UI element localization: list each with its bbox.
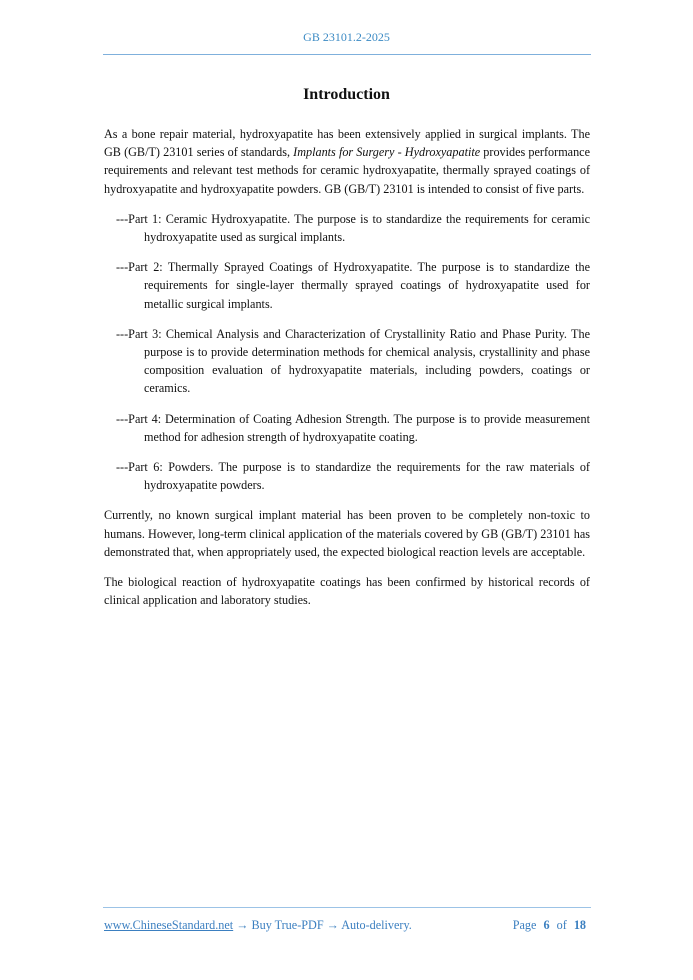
part-item-6: ---Part 6: Powders. The purpose is to standardize the requirements for the raw materials of hydroxyapatite powders. xyxy=(116,460,590,493)
total-pages: 18 xyxy=(573,918,586,932)
part-item-4: ---Part 4: Determination of Coating Adhesion Strength. The purpose is to provide measurement method for adhesion strength of hydroxyapatite coating. xyxy=(116,411,590,444)
biocompatibility-paragraph: Currently, no known surgical implant material has been proven to be completely non-toxic to humans. However, long-term clinical application of the materials covered by GB (GB/T) 23101 has demonstrated that, when appropriately used, the expected biological reaction levels are acceptable. xyxy=(104,508,590,559)
arrow-right-icon: → xyxy=(236,918,249,932)
part-item-1: ---Part 1: Ceramic Hydroxyapatite. The purpose is to standardize the requirements for ceramic hydroxyapatite used as surgical implants. xyxy=(116,211,590,245)
document-id-header: GB 23101.2-2025 xyxy=(303,30,390,44)
page-title: Introduction xyxy=(303,86,390,103)
auto-delivery-text: Auto-delivery. xyxy=(338,918,412,932)
page-footer xyxy=(104,918,590,933)
of-label: of xyxy=(556,918,567,932)
arrow-right-icon: → xyxy=(326,918,339,932)
intro-text-cont: provides performance requirements and relevant test methods for ceramic hydroxyapatite, thermally sprayed coatings of hydroxyapatite and hydroxyapatite powders. GB (GB/T) 23101 is intended to consist of five parts. xyxy=(104,145,590,196)
buy-pdf-text: Buy True-PDF xyxy=(248,918,327,932)
biological-reaction-paragraph: The biological reaction of hydroxyapatite coatings has been confirmed by historical records of clinical application and laboratory studies. xyxy=(104,575,590,608)
current-page: 6 xyxy=(543,918,550,932)
page-indicator xyxy=(513,918,590,933)
header-divider xyxy=(103,54,591,55)
footer-promo xyxy=(104,918,412,933)
intro-paragraph xyxy=(104,125,590,198)
part-item-3: ---Part 3: Chemical Analysis and Characterization of Crystallinity Ratio and Phase Purity. The purpose is to provide determination methods for chemical analysis, crystallinity and phase composition evaluation of hydroxyapatite materials, including powders, coatings or ceramics. xyxy=(116,326,590,396)
part-item-2: ---Part 2: Thermally Sprayed Coatings of Hydroxyapatite. The purpose is to standardize the requirements for single-layer thermally sprayed coatings of hydroxyapatite used for metallic surgical implants. xyxy=(116,260,590,311)
intro-text: As a bone repair material, hydroxyapatite has been extensively applied in surgical implants. The GB (GB/T) 23101 series of standards, xyxy=(104,127,590,160)
page-label: Page xyxy=(512,918,537,932)
footer-divider xyxy=(103,907,591,908)
series-title: Implants for Surgery - Hydroxyapatite xyxy=(293,145,481,160)
document-body xyxy=(104,125,590,621)
chinesestandard-link[interactable]: www.ChineseStandard.net xyxy=(104,918,234,932)
